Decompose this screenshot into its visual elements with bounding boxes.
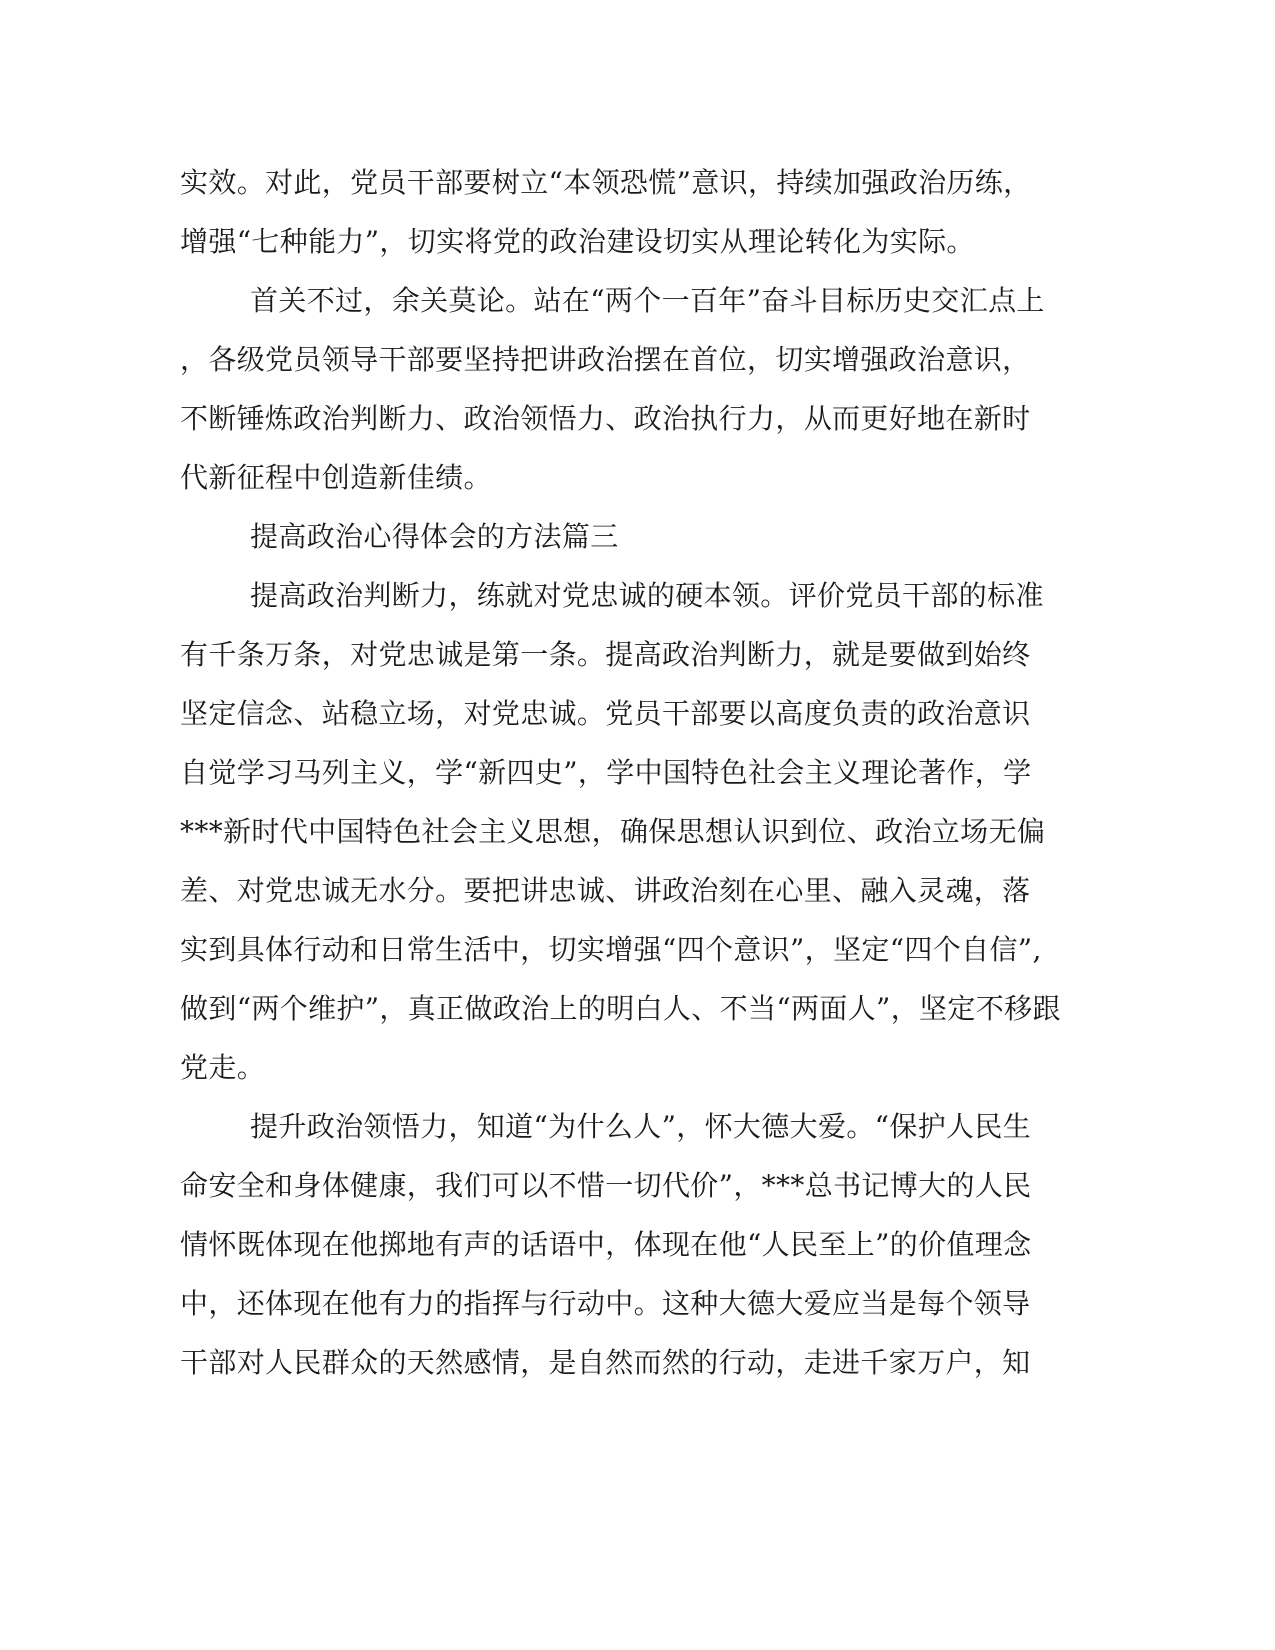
text-line: ***新时代中国特色社会主义思想，确保思想认识到位、政治立场无偏 [180, 815, 1046, 848]
text-line: 做到“两个维护”，真正做政治上的明白人、不当“两面人”，坚定不移跟 [180, 992, 1061, 1025]
paragraph-start-line: 首关不过，余关莫论。站在“两个一百年”奋斗目标历史交汇点上 [250, 284, 1045, 317]
text-line: 差、对党忠诚无水分。要把讲忠诚、讲政治刻在心里、融入灵魂，落 [180, 874, 1031, 907]
text-line: ，各级党员领导干部要坚持把讲政治摆在首位，切实增强政治意识， [180, 343, 1031, 376]
text-line: 实到具体行动和日常生活中，切实增强“四个意识”，坚定“四个自信”, [180, 933, 1042, 966]
text-line: 不断锤炼政治判断力、政治领悟力、政治执行力，从而更好地在新时 [180, 402, 1031, 435]
paragraph-start-line: 提高政治判断力，练就对党忠诚的硬本领。评价党员干部的标准 [250, 579, 1044, 612]
text-line: 党走。 [180, 1051, 266, 1084]
body-text [180, 160, 1061, 1399]
text-line: 有千条万条，对党忠诚是第一条。提高政治判断力，就是要做到始终 [180, 638, 1031, 671]
text-line: 干部对人民群众的天然感情，是自然而然的行动，走进千家万户，知 [180, 1346, 1031, 1379]
text-line: 中，还体现在他有力的指挥与行动中。这种大德大爱应当是每个领导 [180, 1287, 1031, 1320]
text-line: 自觉学习马列主义，学“新四史”，学中国特色社会主义理论著作，学 [180, 756, 1032, 789]
text-line: 情怀既体现在他掷地有声的话语中，体现在他“人民至上”的价值理念 [180, 1228, 1032, 1261]
text-line: 增强“七种能力”，切实将党的政治建设切实从理论转化为实际。 [180, 225, 975, 258]
paragraph-start-line: 提升政治领悟力，知道“为什么人”，怀大德大爱。“保护人民生 [250, 1110, 1032, 1143]
section-heading: 提高政治心得体会的方法篇三 [250, 520, 619, 553]
text-line: 实效。对此，党员干部要树立“本领恐慌”意识，持续加强政治历练， [180, 166, 1032, 199]
text-line: 代新征程中创造新佳绩。 [180, 461, 492, 494]
text-line: 命安全和身体健康，我们可以不惜一切代价”，***总书记博大的人民 [180, 1169, 1032, 1202]
text-line: 坚定信念、站稳立场，对党忠诚。党员干部要以高度负责的政治意识 [180, 697, 1031, 730]
